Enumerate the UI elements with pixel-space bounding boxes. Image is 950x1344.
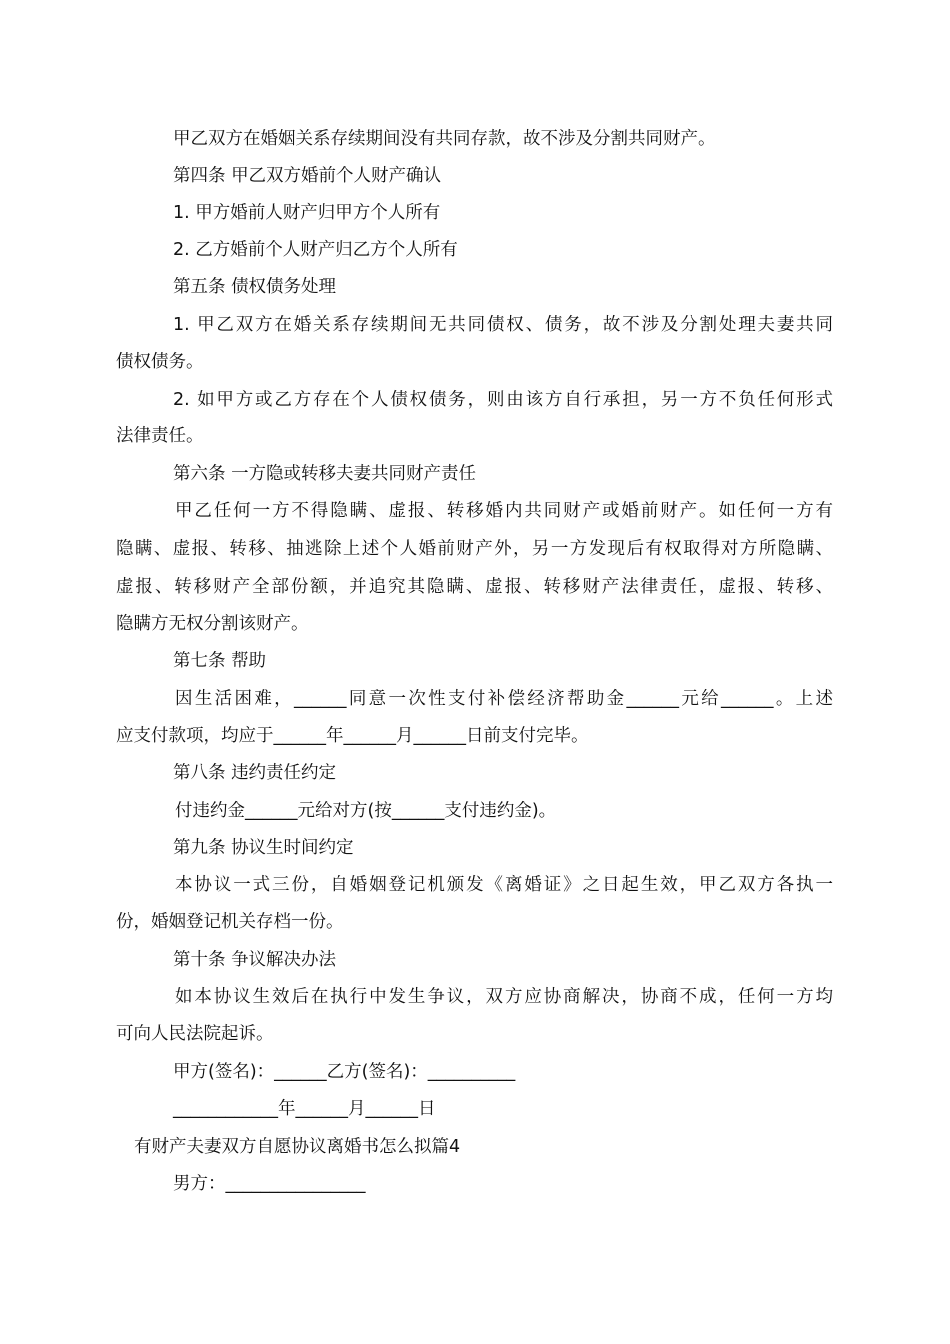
article-5-item-1-line-1: 1. 甲乙双方在婚关系存续期间无共同债权、债务，故不涉及分割处理夫妻共同 xyxy=(173,315,833,335)
article-5-heading: 第五条 债权债务处理 xyxy=(173,277,337,297)
article-8-para: 付违约金______元给对方(按______支付违约金)。 xyxy=(175,801,557,821)
date-line: ____________年______月______日 xyxy=(173,1099,436,1119)
article-7-para-line-1: 因生活困难，______同意一次性支付补偿经济帮助金______元给______。上述 xyxy=(175,689,833,709)
male-party-line: 男方：________________ xyxy=(173,1174,366,1194)
article-9-para-line-2: 份，婚姻登记机关存档一份。 xyxy=(116,912,344,932)
article-6-heading: 第六条 一方隐或转移夫妻共同财产责任 xyxy=(173,464,477,484)
article-10-para-line-1: 如本协议生效后在执行中发生争议，双方应协商解决，协商不成，任何一方均 xyxy=(175,987,833,1007)
article-4-item-2: 2. 乙方婚前个人财产归乙方个人所有 xyxy=(173,240,458,260)
article-4-item-1: 1. 甲方婚前人财产归甲方个人所有 xyxy=(173,203,441,223)
article-5-item-2-line-1: 2. 如甲方或乙方存在个人债权债务，则由该方自行承担，另一方不负任何形式 xyxy=(173,390,833,410)
article-4-heading: 第四条 甲乙双方婚前个人财产确认 xyxy=(173,166,442,186)
section-title: 有财产夫妻双方自愿协议离婚书怎么拟篇4 xyxy=(134,1137,461,1157)
article-10-para-line-2: 可向人民法院起诉。 xyxy=(116,1024,274,1044)
article-5-item-1-line-2: 债权债务。 xyxy=(116,352,204,372)
article-7-heading: 第七条 帮助 xyxy=(173,651,267,671)
article-9-para-line-1: 本协议一式三份，自婚姻登记机颁发《离婚证》之日起生效，甲乙双方各执一 xyxy=(175,875,833,895)
article-8-heading: 第八条 违约责任约定 xyxy=(173,763,337,783)
article-9-heading: 第九条 协议生时间约定 xyxy=(173,838,354,858)
signature-line: 甲方(签名)：______乙方(签名)：__________ xyxy=(173,1062,516,1082)
article-6-para-line-3: 虚报、转移财产全部份额，并追究其隐瞒、虚报、转移财产法律责任，虚报、转移、 xyxy=(116,577,833,597)
article-6-para-line-4: 隐瞒方无权分割该财产。 xyxy=(116,614,309,634)
paragraph-no-joint-savings: 甲乙双方在婚姻关系存续期间没有共同存款，故不涉及分割共同财产。 xyxy=(173,129,716,149)
article-7-para-line-2: 应支付款项，均应于______年______月______日前支付完毕。 xyxy=(116,726,589,746)
article-5-item-2-line-2: 法律责任。 xyxy=(116,426,204,446)
article-10-heading: 第十条 争议解决办法 xyxy=(173,950,337,970)
article-6-para-line-2: 隐瞒、虚报、转移、抽逃除上述个人婚前财产外，另一方发现后有权取得对方所隐瞒、 xyxy=(116,539,833,559)
article-6-para-line-1: 甲乙任何一方不得隐瞒、虚报、转移婚内共同财产或婚前财产。如任何一方有 xyxy=(175,501,833,521)
